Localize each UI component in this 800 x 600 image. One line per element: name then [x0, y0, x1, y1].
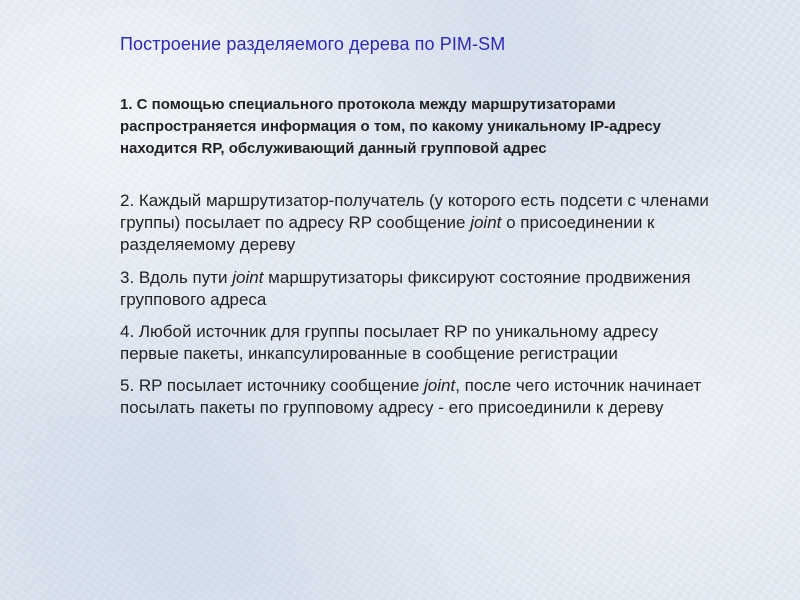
list-item-3-emphasis: joint: [232, 268, 264, 287]
list-item-3-text-start: 3. Вдоль пути: [120, 268, 233, 287]
list-item-5: [120, 375, 710, 419]
list-item-5-emphasis: joint: [424, 376, 456, 395]
list-item-2: [120, 190, 710, 256]
list-item-2-text-start: 2. Каждый маршрутизатор-получатель (у которого есть подсети с членами группы) посылает по адресу RP сообщение: [120, 191, 709, 232]
list-item-3: [120, 267, 710, 311]
list-item-2-text-end: о присоединении к разделяемому дереву: [120, 213, 655, 254]
slide-title: Построение разделяемого дерева по PIM-SM: [120, 34, 506, 54]
list-item-5-text-end: , после чего источник начинает посылать пакеты по групповому адресу - его присоединили к дереву: [120, 376, 702, 417]
list-item-4: 4. Любой источник для группы посылает RP по уникальному адресу первые пакеты, инкапсулированные в сообщение регистрации: [120, 322, 659, 363]
list-item-1: 1. С помощью специального протокола между маршрутизаторами распространяется информация о том, по какому уникальному IP-адресу находится RP, обслуживающий данный групповой адрес: [120, 96, 662, 157]
list-item-5-text-start: 5. RP посылает источнику сообщение: [120, 376, 424, 395]
item-list: [120, 190, 710, 429]
list-item-3-text-end: маршрутизаторы фиксируют состояние продвижения группового адреса: [120, 268, 691, 309]
list-item-2-emphasis: joint: [470, 213, 502, 232]
